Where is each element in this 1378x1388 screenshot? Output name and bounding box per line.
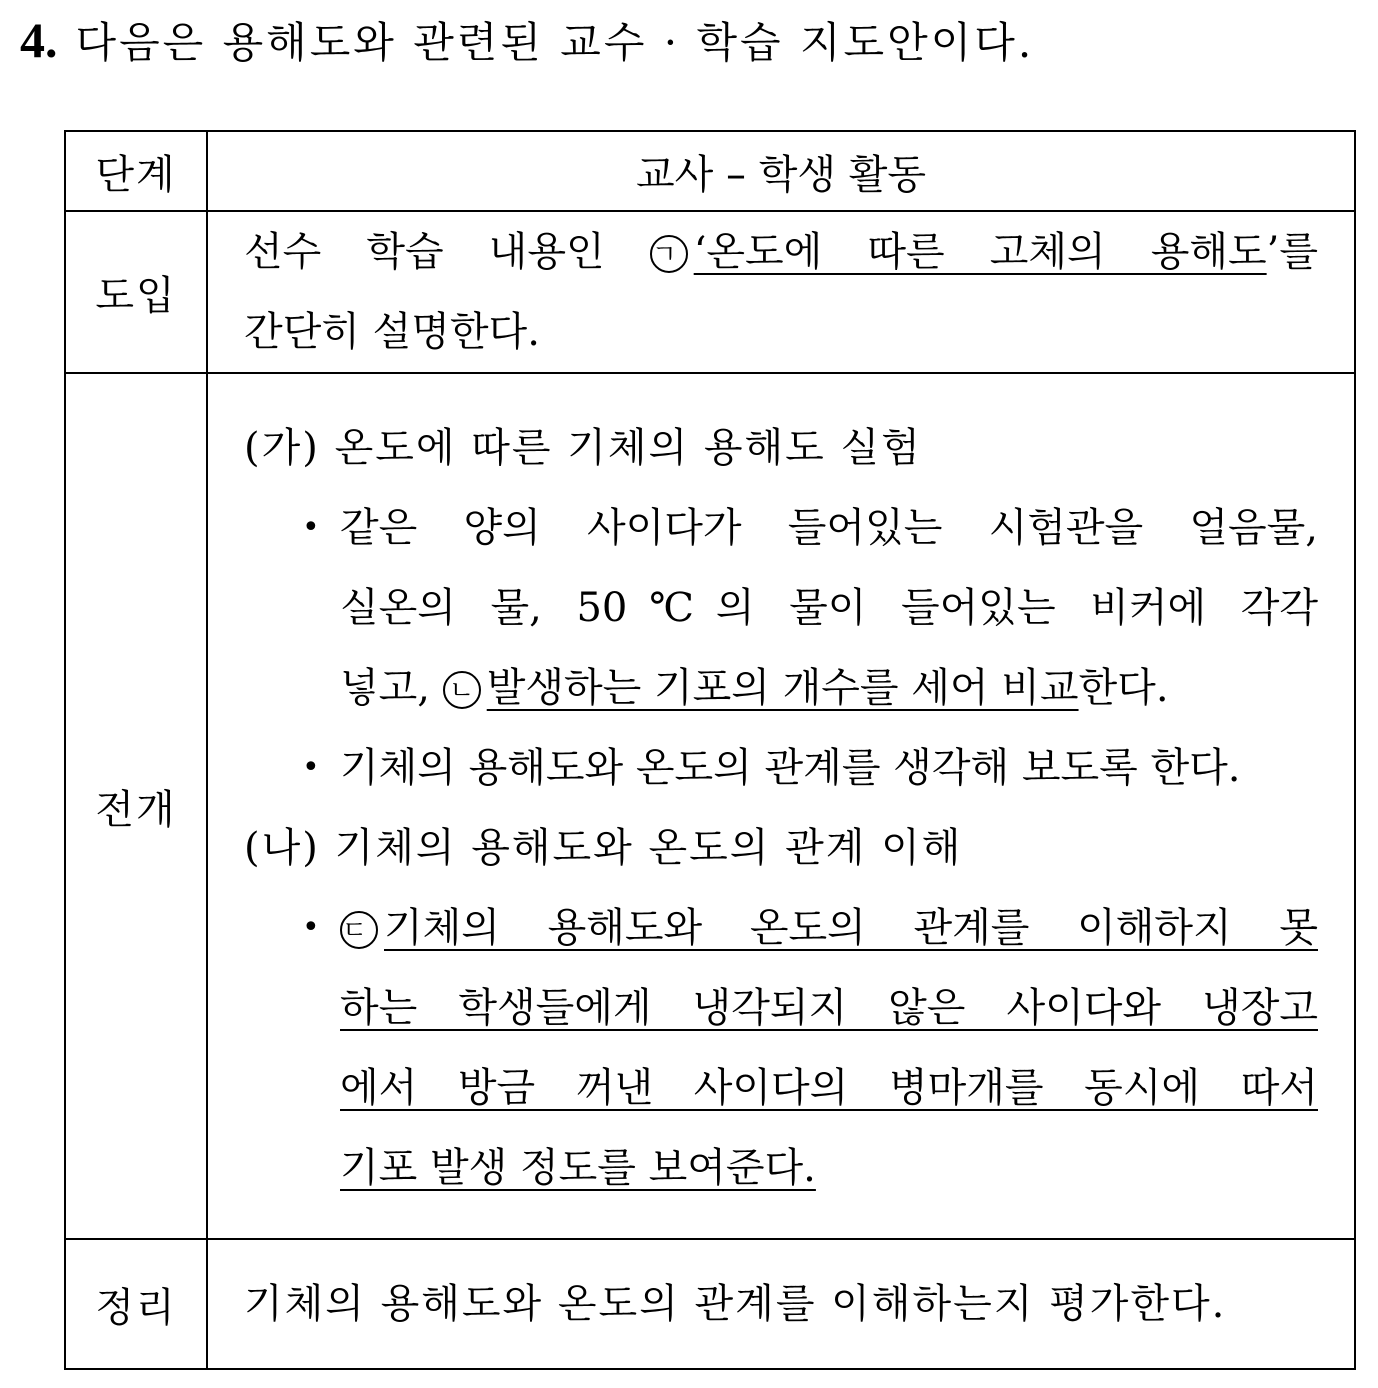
a-b2-line: 기체의 용해도와 온도의 관계를 생각해 보도록 한다. bbox=[340, 745, 1241, 791]
intro-line-1 bbox=[244, 212, 1318, 292]
question-number: 4. bbox=[20, 12, 58, 68]
b-b1-line-2-text: 하는 학생들에게 냉각되지 않은 사이다와 냉장고 bbox=[340, 985, 1318, 1031]
a-b1-line-1: 같은 양의 사이다가 들어있는 시험관을 얼음물, bbox=[340, 505, 1318, 551]
summary-row bbox=[65, 1239, 1355, 1369]
lesson-plan-table bbox=[64, 130, 1356, 1370]
bullet-icon: • bbox=[302, 750, 320, 785]
summary-activity bbox=[207, 1239, 1355, 1369]
development-row bbox=[65, 373, 1355, 1239]
b-b1-line-3-text: 에서 방금 꺼낸 사이다의 병마개를 동시에 따서 bbox=[340, 1065, 1318, 1111]
stage-summary: 정리 bbox=[65, 1239, 207, 1369]
a-b1-pre: 넣고, bbox=[340, 665, 430, 711]
question-text: 다음은 용해도와 관련된 교수 · 학습 지도안이다. bbox=[75, 18, 1035, 67]
a-b1-line-2: 실온의 물, 50℃의 물이 들어있는 비커에 각각 bbox=[340, 585, 1318, 631]
b-b1-line-1-text: 기체의 용해도와 온도의 관계를 이해하지 못 bbox=[384, 905, 1318, 951]
intro-pre-text: 선수 학습 내용인 bbox=[244, 229, 605, 275]
intro-post-text: ’를 bbox=[1266, 229, 1318, 275]
section-b-bullet-1 bbox=[302, 888, 1318, 1208]
question-line bbox=[20, 8, 1034, 75]
header-stage: 단계 bbox=[65, 131, 207, 211]
b-b1-line-4 bbox=[340, 1128, 1318, 1208]
b-b1-line-2 bbox=[340, 968, 1318, 1048]
section-a-title: (가) 온도에 따른 기체의 용해도 실험 bbox=[244, 425, 922, 471]
intro-underlined-text: ‘온도에 따른 고체의 용해도 bbox=[693, 229, 1267, 275]
intro-activity bbox=[207, 211, 1355, 373]
section-a-bullet-2 bbox=[302, 728, 1318, 808]
b-b1-line-3 bbox=[340, 1048, 1318, 1128]
bullet-icon: • bbox=[302, 510, 320, 545]
b-b1-line-1 bbox=[340, 888, 1318, 968]
stage-development: 전개 bbox=[65, 373, 207, 1239]
section-a-bullet-1 bbox=[302, 488, 1318, 728]
marker-giyeok: ㄱ bbox=[650, 235, 688, 273]
intro-line-2: 간단히 설명한다. bbox=[244, 309, 540, 355]
marker-digeut: ㄷ bbox=[340, 911, 378, 949]
a-b1-underlined: 발생하는 기포의 개수를 세어 비교 bbox=[486, 665, 1079, 711]
a-b1-post: 한다. bbox=[1078, 665, 1169, 711]
header-activity: 교사 – 학생 활동 bbox=[207, 131, 1355, 211]
marker-nieun: ㄴ bbox=[443, 671, 481, 709]
a-b1-line-3 bbox=[340, 648, 1318, 728]
header-row bbox=[65, 131, 1355, 211]
bullet-icon: • bbox=[302, 910, 320, 945]
intro-row bbox=[65, 211, 1355, 373]
b-b1-line-4-text: 기포 발생 정도를 보여준다. bbox=[340, 1145, 816, 1191]
stage-intro: 도입 bbox=[65, 211, 207, 373]
section-b-title: (나) 기체의 용해도와 온도의 관계 이해 bbox=[244, 825, 963, 871]
development-activity bbox=[207, 373, 1355, 1239]
summary-text: 기체의 용해도와 온도의 관계를 이해하는지 평가한다. bbox=[244, 1281, 1227, 1327]
